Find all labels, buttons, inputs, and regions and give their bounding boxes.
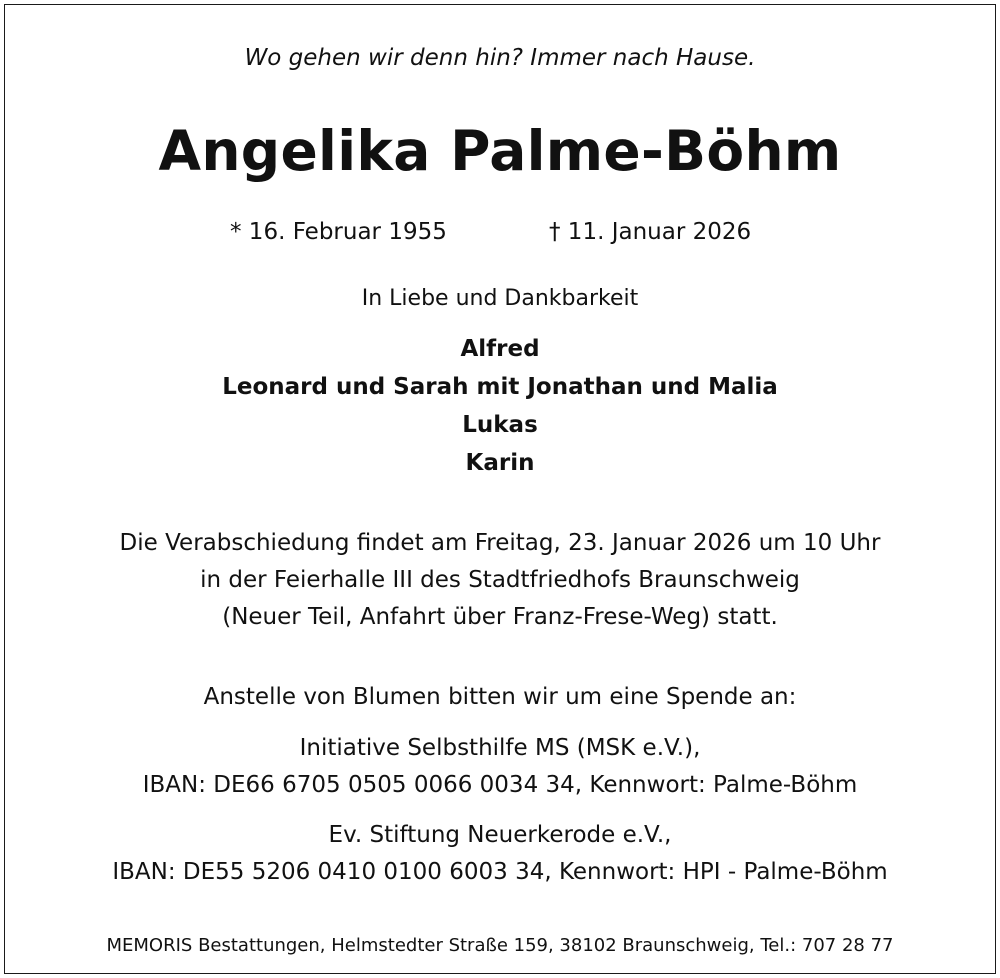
donation-recipient-details: IBAN: DE66 6705 0505 0066 0034 34, Kennwort: Palme-Böhm — [142, 772, 858, 798]
family-member: Leonard und Sarah mit Jonathan und Malia — [222, 374, 778, 400]
ceremony-line: in der Feierhalle III des Stadtfriedhofs Braunschweig — [200, 567, 800, 593]
dedication-line: In Liebe und Dankbarkeit — [361, 286, 639, 311]
donation-intro: Anstelle von Blumen bitten wir um eine Spende an: — [203, 684, 797, 710]
donation-recipient-details: IBAN: DE55 5206 0410 0100 6003 34, Kennwort: HPI - Palme-Böhm — [112, 859, 888, 885]
family-member: Alfred — [460, 336, 540, 362]
ceremony-line: Die Verabschiedung findet am Freitag, 23. Januar 2026 um 10 Uhr — [119, 530, 881, 556]
deceased-name: Angelika Palme-Böhm — [158, 119, 842, 183]
ceremony-line: (Neuer Teil, Anfahrt über Franz-Frese-Weg) statt. — [222, 604, 778, 630]
donation-recipient-name: Initiative Selbsthilfe MS (MSK e.V.), — [299, 735, 701, 761]
birth-date: * 16. Februar 1955 — [230, 219, 447, 245]
motto-quote: Wo gehen wir denn hin? Immer nach Hause. — [244, 45, 756, 71]
death-date: † 11. Januar 2026 — [549, 219, 752, 245]
family-member: Karin — [465, 450, 535, 476]
funeral-home-footer: MEMORIS Bestattungen, Helmstedter Straße 159, 38102 Braunschweig, Tel.: 707 28 77 — [106, 935, 894, 956]
family-member: Lukas — [462, 412, 538, 438]
donation-recipient-name: Ev. Stiftung Neuerkerode e.V., — [328, 822, 672, 848]
